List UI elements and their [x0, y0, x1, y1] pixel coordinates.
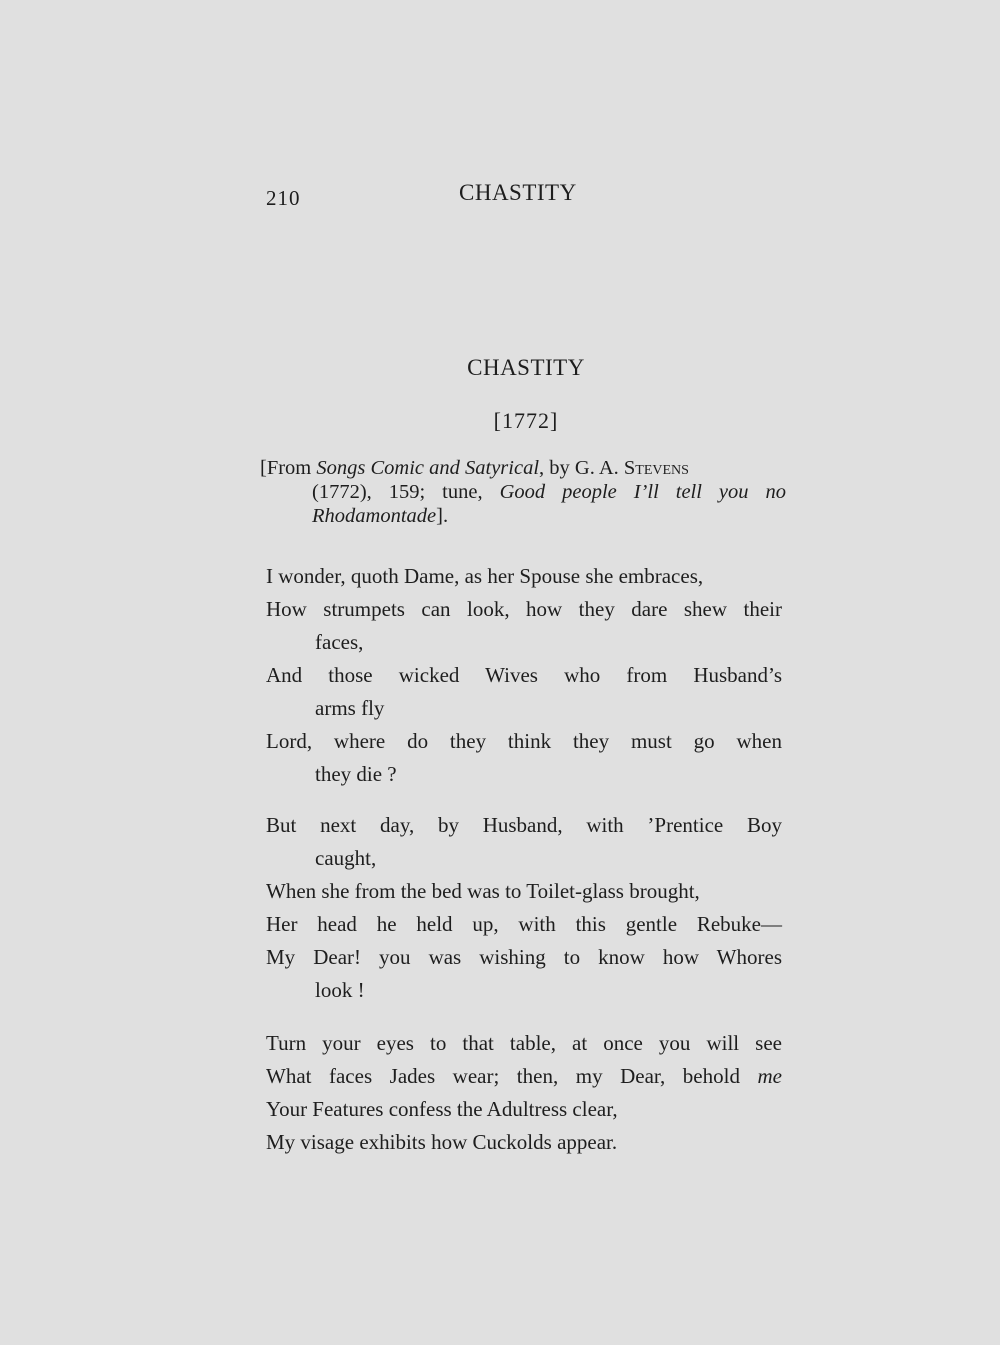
verse-line: My visage exhibits how Cuckolds appear. — [266, 1130, 618, 1154]
verse-line: Lord, where do they think they must go when — [266, 729, 782, 753]
author-name: Stevens — [623, 457, 689, 479]
tune-title: Good people I’ll tell you no — [499, 481, 786, 503]
verse-turnover: they die ? — [315, 762, 397, 786]
verse-turnover: arms fly — [315, 696, 385, 720]
stanza-3 — [266, 1027, 782, 1159]
running-head — [266, 180, 786, 214]
running-title: CHASTITY — [459, 180, 577, 205]
source-note-line-3: Rhodamontade]. — [312, 505, 449, 527]
verse-line: And those wicked Wives who from Husband’s — [266, 663, 782, 687]
verse-turnover: look ! — [315, 978, 365, 1002]
verse-line: My Dear! you was wishing to know how Whores — [266, 945, 782, 969]
stanza-2 — [266, 809, 782, 1007]
source-note-line-2: (1772), 159; tune, Good people I’ll tell you no — [312, 481, 786, 503]
verse-line: When she from the bed was to Toilet-glass brought, — [266, 879, 700, 903]
verse-line: Her head he held up, with this gentle Rebuke— — [266, 912, 782, 936]
verse-turnover: faces, — [315, 630, 364, 654]
emphasis-word: me — [757, 1064, 782, 1088]
poem-title: CHASTITY — [467, 355, 585, 380]
tune-title-continued: Rhodamontade — [312, 505, 437, 527]
poem-date: [1772] — [493, 408, 559, 433]
source-note-line-1: [From Songs Comic and Satyrical, by G. A. Stevens — [260, 457, 689, 479]
verse-turnover: caught, — [315, 846, 377, 870]
verse-line: Turn your eyes to that table, at once you will see — [266, 1031, 782, 1055]
source-note — [260, 456, 786, 528]
verse-line: But next day, by Husband, with ’Prentice Boy — [266, 813, 782, 837]
page-number: 210 — [266, 186, 301, 210]
verse-line: I wonder, quoth Dame, as her Spouse she embraces, — [266, 564, 704, 588]
book-title: Songs Comic and Satyrical — [316, 457, 540, 479]
verse-line: How strumpets can look, how they dare shew their — [266, 597, 782, 621]
stanza-1 — [266, 560, 782, 791]
verse-line: Your Features confess the Adultress clear, — [266, 1097, 618, 1121]
verse-line-with-emphasis: What faces Jades wear; then, my Dear, behold me — [266, 1064, 782, 1088]
